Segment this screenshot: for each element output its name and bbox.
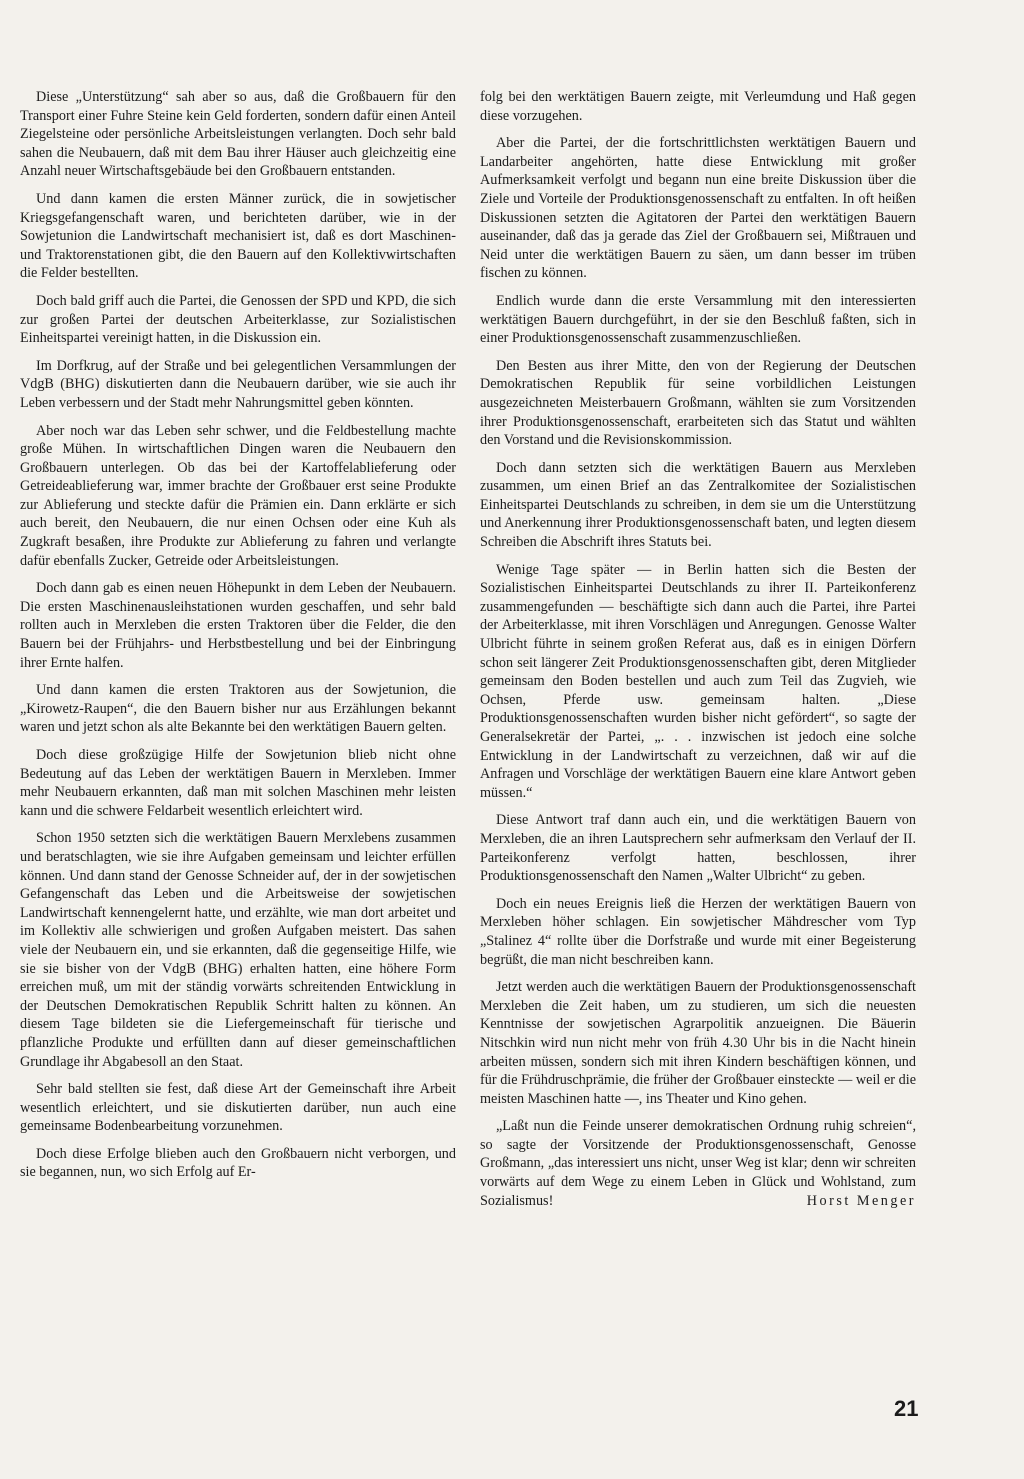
final-paragraph <box>480 1117 916 1210</box>
page-number: 21 <box>894 1396 919 1421</box>
paragraph: Schon 1950 setzten sich die werktätigen Bauern Merxlebens zusammen und beratschlagten, wie sie ihre Aufgaben gemeinsam und leichter erfüllen können. Und dann stand der Genosse Schneider auf, der in der sowjetischen Gefangenschaft das Leben und die Arbeitsweise der sowjetischen Landwirtschaft kennengelernt hatte, und erzählte, wie man dort arbeitet und im Kollektiv alle schwierigen und großen Aufgaben meistert. Das sahen viele der Neubauern ein, und sie erkannten, daß die gegenseitige Hilfe, wie sie sie bisher von der VdgB (BHG) erhalten hatten, eine höhere Form erreichen muß, um mit der ständig vorwärts schreitenden Entwicklung in der Deutschen Demokratischen Republik Schritt halten zu können. An diesem Tage bildeten sie die Liefergemeinschaft für tierische und pflanzliche Produkte und erfüllten dann auf dieser gemeinschaftlichen Grundlage ihr Abgabesoll an den Staat. <box>20 830 456 1070</box>
paragraph: Doch diese Erfolge blieben auch den Großbauern nicht verborgen, und sie begannen, nun, wo sich Erfolg auf Er- <box>20 1145 456 1181</box>
paragraph: Aber die Partei, der die fortschrittlichsten werktätigen Bauern und Landarbeiter angehörten, hatte diese Entwicklung mit großer Aufmerksamkeit verfolgt und begann nun eine breite Diskussion über die Ziele und Vorteile der Produktionsgenossenschaft zu entfalten. In oft heißen Diskussionen setzten die Agitatoren der Partei den werktätigen Bauern auseinander, daß das ja gerade das Ziel der Großbauern sei, Mißtrauen und Neid unter die werktätigen Bauern zu säen, um dann besser im trüben fischen zu können. <box>480 135 916 282</box>
paragraph: Sehr bald stellten sie fest, daß diese Art der Gemeinschaft ihre Arbeit wesentlich erleichtert, und sie diskutierten darüber, nun auch eine gemeinsame Bodenbearbeitung vorzunehmen. <box>20 1081 456 1135</box>
paragraph: Und dann kamen die ersten Traktoren aus der Sowjetunion, die „Kirowetz-Raupen“, die den Bauern bisher nur aus Erzählungen bekannt waren und jetzt schon als alte Bekannte bei den werktätigen Bauern gelten. <box>20 682 456 736</box>
paragraph: Doch dann setzten sich die werktätigen Bauern aus Merxleben zusammen, um einen Brief an das Zentralkomitee der Sozialistischen Einheitspartei Deutschlands zu schreiben, in dem sie um die Unterstützung und Anerkennung ihrer Produktionsgenossenschaft baten, und legten diesem Schreiben die Abschrift ihres Statuts bei. <box>480 459 916 551</box>
author-signature: Horst Menger <box>806 1192 916 1209</box>
paragraph-text: „Laßt nun die Feinde unserer demokratischen Ordnung ruhig schreien“, so sagte der Vorsitzende der Produktionsgenossenschaft, Genosse Großmann, „das interessiert uns nicht, unser Weg ist klar; denn wir schreiten vorwärts auf dem Wege zu einem Leben in Glück und Wohlstand, zum Sozialismus! <box>480 1118 916 1209</box>
paragraph: Aber noch war das Leben sehr schwer, und die Feldbestellung machte große Mühen. In wirtschaftlichen Dingen waren die Neubauern den Großbauern unterlegen. Ob das bei der Kartoffelablieferung oder Getreideablieferung war, immer brachte der Großbauer erst seine Produkte zur Ablieferung und steckte dafür die Prämien ein. Dann erklärte er sich auch bereit, den Neubauern, die nur einen Ochsen oder eine Kuh als Zugkraft besaßen, ihre Produkte zur Ablieferung zu fahren und verlangte dafür ebenfalls Zucker, Getreide oder Arbeitsleistungen. <box>20 422 456 569</box>
paragraph: Doch diese großzügige Hilfe der Sowjetunion blieb nicht ohne Bedeutung auf das Leben der werktätigen Bauern in Merxleben. Immer mehr Neubauern erkannten, daß man mit solchen Maschinen mehr leisten kann und die schwere Feldarbeit wesentlich erleichtert wird. <box>20 747 456 819</box>
paragraph: Wenige Tage später — in Berlin hatten sich die Besten der Sozialistischen Einheitspartei Deutschlands zu ihrer II. Parteikonferenz zusammengefunden — beschäftigte sich dann auch die Partei, ihre Partei der Arbeiterklasse, mit ihren Vorschlägen und Anregungen. Genosse Walter Ulbricht führte in seinem großen Referat aus, daß es in einigen Dörfern schon seit längerer Zeit Produktionsgenossenschaften gibt, deren Mitglieder gemeinsam den Boden bestellen und auch zum Teil das Zugvieh, wie Ochsen, Pferde usw. gemeinsam halten. „Diese Produktionsgenossenschaften wurden bisher nicht gefördert“, so sagte der Generalsekretär der Partei, „. . . inzwischen ist jedoch eine solche Entwicklung in der Landwirtschaft zu verzeichnen, daß wir auf die Anfragen und Vorschläge der werktätigen Bauern eine klare Antwort geben müssen.“ <box>480 561 916 801</box>
paragraph: Und dann kamen die ersten Männer zurück, die in sowjetischer Kriegsgefangenschaft waren, und berichteten darüber, wie in der Sowjetunion die Landwirtschaft mechanisiert ist, daß es dort Maschinen- und Traktorenstationen gibt, die den Bauern auf den Kollektivwirtschaften die Felder bestellten. <box>20 190 456 282</box>
right-column <box>480 88 916 1219</box>
left-column <box>20 88 456 1191</box>
paragraph: Jetzt werden auch die werktätigen Bauern der Produktionsgenossenschaft Merxleben die Zeit haben, um zu studieren, um sich die neuesten Kenntnisse der sowjetischen Agrarpolitik anzueignen. Die Bäuerin Nitschkin wird nun nicht mehr von früh 4.30 Uhr bis in die Nacht hinein arbeiten müssen, sondern sich mit ihren Kindern beschäftigen können, und für die Frühdruschprämie, die früher der Großbauer einsteckte — weil er die meisten Maschinen hatte —, ins Theater und Kino gehen. <box>480 979 916 1107</box>
paragraph: Den Besten aus ihrer Mitte, den von der Regierung der Deutschen Demokratischen Republik für seine vorbildlichen Leistungen ausgezeichneten Meisterbauern Großmann, wählten sie zum Vorsitzenden ihrer Produktionsgenossenschaft, erarbeiteten sich das Statut und wählten den Vorstand und die Revisionskommission. <box>480 357 916 449</box>
paragraph: Doch ein neues Ereignis ließ die Herzen der werktätigen Bauern von Merxleben höher schlagen. Ein sowjetischer Mähdrescher vom Typ „Stalinez 4“ rollte über die Dorfstraße und wurde mit einer Begeisterung begrüßt, die man nicht beschreiben kann. <box>480 895 916 968</box>
paragraph: Doch dann gab es einen neuen Höhepunkt in dem Leben der Neubauern. Die ersten Maschinenausleihstationen wurden geschaffen, und sehr bald rollten auch in Merxleben die ersten Traktoren über die Felder, die den Bauern bei der Frühjahrs- und Herbstbestellung und bei der Einbringung ihrer Ernte halfen. <box>20 580 456 671</box>
paragraph: Doch bald griff auch die Partei, die Genossen der SPD und KPD, die sich zur großen Partei der deutschen Arbeiterklasse, zur Sozialistischen Einheitspartei vereinigt hatten, in die Diskussion ein. <box>20 292 456 347</box>
paragraph: Diese Antwort traf dann auch ein, und die werktätigen Bauern von Merxleben, die an ihren Lautsprechern sehr aufmerksam den Verlauf der II. Parteikonferenz verfolgt hatten, beschlossen, ihrer Produktionsgenossenschaft den Namen „Walter Ulbricht“ zu geben. <box>480 812 916 885</box>
paragraph: folg bei den werktätigen Bauern zeigte, mit Verleumdung und Haß gegen diese vorzugehen. <box>480 89 916 124</box>
paragraph: Diese „Unterstützung“ sah aber so aus, daß die Großbauern für den Transport einer Fuhre Steine kein Geld forderten, sondern dafür einen Anteil Ziegelsteine oder persönliche Arbeitsleistungen verlangten. Doch sehr bald sahen die Neubauern, daß mit dem Bau ihrer Häuser auch gleichzeitig eine Anzahl neuer Wirtschaftsgebäude bei den Großbauern entstanden. <box>20 89 456 180</box>
paragraph: Im Dorfkrug, auf der Straße und bei gelegentlichen Versammlungen der VdgB (BHG) diskutierten dann die Neubauern darüber, wie sie auch ihr Leben verbessern und der Stadt mehr Nahrungsmittel geben könnten. <box>20 357 456 411</box>
paragraph: Endlich wurde dann die erste Versammlung mit den interessierten werktätigen Bauern durchgeführt, in der sie den Beschluß faßten, sich in einer Produktionsgenossenschaft zusammenzuschließen. <box>480 292 916 347</box>
